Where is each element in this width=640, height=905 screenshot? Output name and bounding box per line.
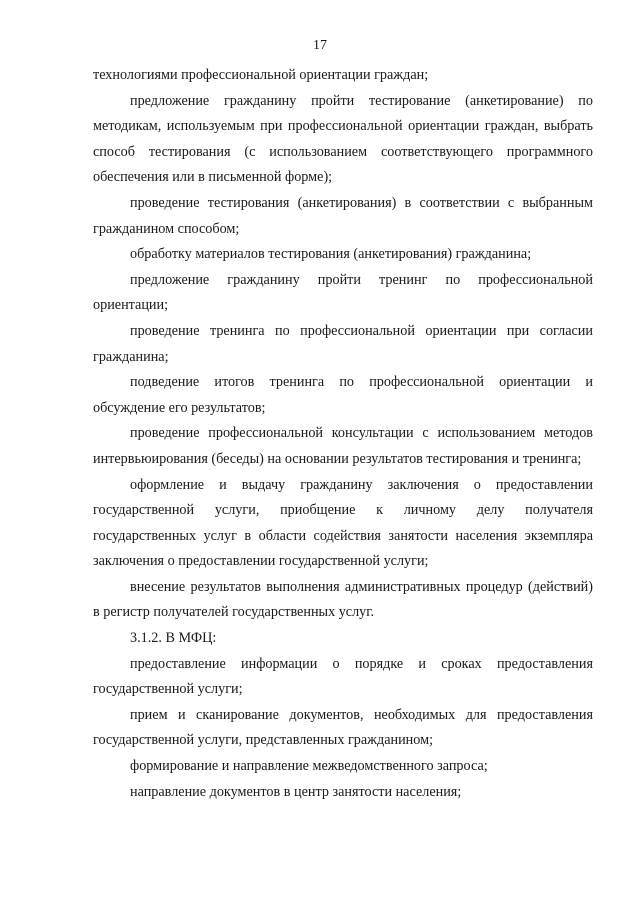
paragraph-testing-processing: обработку материалов тестирования (анкетирования) гражданина; [130, 246, 532, 263]
paragraph-mfc-forwarding: направление документов в центр занятости населения; [130, 783, 462, 800]
paragraph-training-offer: предложение гражданину пройти тренинг по профессиональной ориентации; [93, 271, 593, 314]
document-body [93, 63, 593, 805]
page-number: 17 [313, 38, 327, 53]
paragraph-mfc-information: предоставление информации о порядке и сроках предоставления государственной услуги; [93, 655, 593, 698]
paragraph-training-conduct: проведение тренинга по профессиональной ориентации при согласии гражданина; [93, 322, 593, 365]
paragraph-training-results: подведение итогов тренинга по профессиональной ориентации и обсуждение его результатов; [93, 374, 593, 416]
paragraph-mfc-request: формирование и направление межведомственного запроса; [130, 758, 488, 775]
paragraph-conclusion: оформление и выдачу гражданину заключения о предоставлении государственной услуги, приобщение к личному делу получателя государственных услуг в области содействия занятости населения экземпляра заключения о предоставлении государственной услуги; [93, 476, 593, 570]
paragraph-continuation: технологиями профессиональной ориентации граждан; [93, 67, 429, 83]
paragraph-consultation: проведение профессиональной консультации с использованием методов интервьюирования (беседы) на основании результатов тестирования и тренинга; [93, 425, 593, 467]
paragraph-testing-conduct: проведение тестирования (анкетирования) в соответствии с выбранным гражданином способом; [93, 194, 593, 237]
section-heading-mfc: 3.1.2. В МФЦ: [130, 630, 217, 647]
paragraph-testing-offer: предложение гражданину пройти тестирование (анкетирование) по методикам, используемым при профессиональной ориентации граждан, выбрать способ тестирования (с использованием соответствующего программного обеспечения или в письменной форме); [93, 92, 593, 186]
paragraph-registry: внесение результатов выполнения административных процедур (действий) в регистр получателей государственных услуг. [93, 578, 593, 621]
paragraph-mfc-scanning: прием и сканирование документов, необходимых для предоставления государственной услуги, представленных гражданином; [93, 706, 593, 749]
